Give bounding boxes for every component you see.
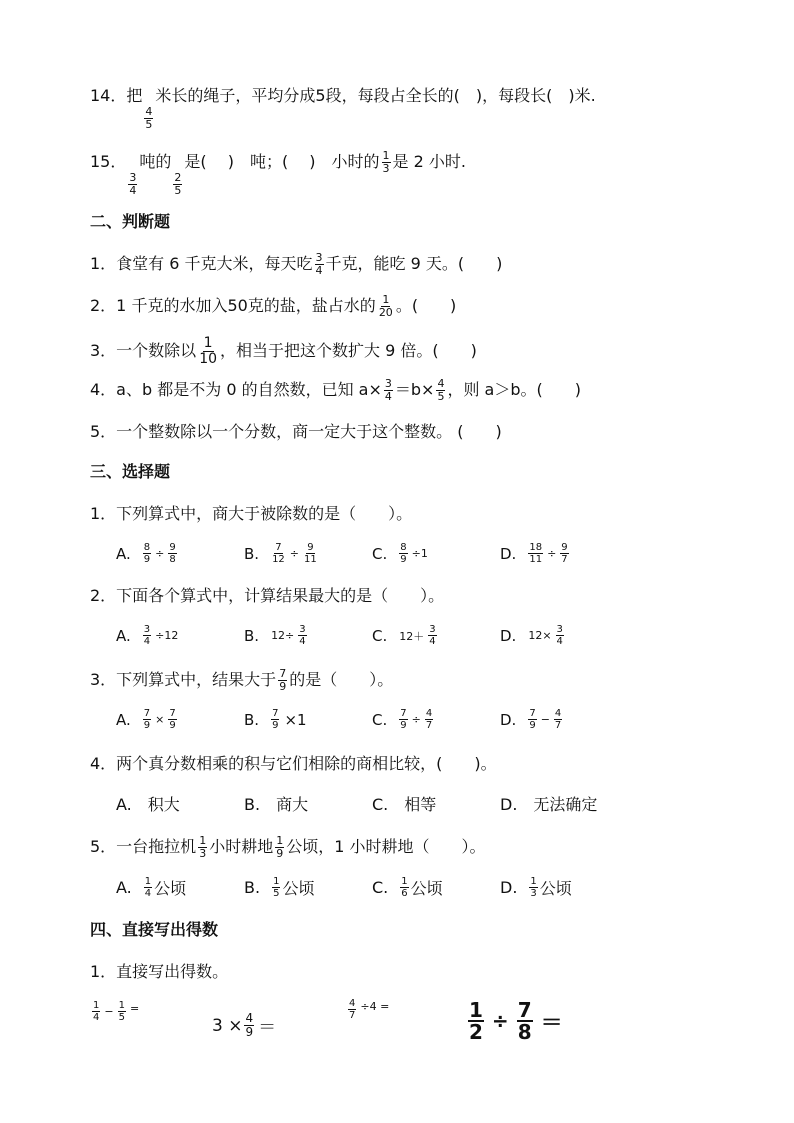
choice-question-2: 2．下面各个算式中，计算结果最大的是（ ）。 xyxy=(90,586,445,605)
fraction: $\frac{1}{3}$ xyxy=(382,149,390,175)
option-b[interactable]: B. 商大 xyxy=(244,795,309,814)
section-title-choice: 三、选择题 xyxy=(90,462,171,481)
option-b[interactable]: B. $\frac{7}{12}$ ÷ $\frac{9}{11}$ xyxy=(244,542,317,565)
judge-question-3: 3．一个数除以 $\frac{1}{10}$ ，相当于把这个数扩大 9 倍。( ) xyxy=(90,335,477,367)
option-c[interactable]: C. $\frac{7}{9}$ ÷ $\frac{4}{7}$ xyxy=(372,708,433,731)
direct-answer-question-1: 1．直接写出得数。 xyxy=(90,962,229,981)
calc-item-1: $\frac{1}{4}$ − $\frac{1}{5}$ = xyxy=(93,1000,140,1023)
option-b[interactable]: B. $\frac{1}{5}$ 公顷 xyxy=(244,876,315,899)
choice-options-4 xyxy=(116,792,676,818)
option-a[interactable]: A. 积大 xyxy=(116,795,180,814)
fraction: $\frac{4}{5}$ xyxy=(437,377,445,403)
option-a[interactable]: A. $\frac{7}{9}$ × $\frac{7}{9}$ xyxy=(116,708,176,731)
fill-question-15: 15． $\frac{3}{4}$ 吨的 $\frac{2}{5}$ 是( ) 吨；( ) 小时的 $\frac{1}{3}$ 是 2 小时. xyxy=(90,149,466,197)
fraction: $\frac{3}{4}$ xyxy=(384,377,392,403)
option-d[interactable]: D. $\frac{18}{11}$ ÷ $\frac{9}{7}$ xyxy=(500,542,568,565)
choice-options-1 xyxy=(116,542,676,568)
fraction: $\frac{1}{3}$ xyxy=(199,834,207,860)
option-d[interactable]: D. 无法确定 xyxy=(500,795,598,814)
fill-question-14: 14．把 $\frac{4}{5}$ 米长的绳子，平均分成5段，每段占全长的( )，每段长( )米. xyxy=(90,86,596,131)
fraction: $\frac{4}{5}$ xyxy=(145,105,153,131)
fraction: $\frac{2}{5}$ xyxy=(174,171,182,197)
option-d[interactable]: D. $\frac{7}{9}$ − $\frac{4}{7}$ xyxy=(500,708,562,731)
judge-question-2: 2．1 千克的水加入50克的盐，盐占水的 $\frac{1}{20}$ 。( ) xyxy=(90,293,457,319)
option-c[interactable]: C. 相等 xyxy=(372,795,437,814)
choice-question-4: 4．两个真分数相乘的积与它们相除的商相比较，( )。 xyxy=(90,754,497,773)
option-d[interactable]: D. 12× $\frac{3}{4}$ xyxy=(500,624,563,647)
fraction: $\frac{3}{4}$ xyxy=(129,171,137,197)
judge-question-4: 4．a、b 都是不为 0 的自然数，已知 a× $\frac{3}{4}$ ＝b× $\frac{4}{5}$ ，则 a＞b。( ) xyxy=(90,377,582,403)
choice-question-1: 1．下列算式中，商大于被除数的是（ ）。 xyxy=(90,504,413,523)
fraction: $\frac{1}{20}$ xyxy=(378,293,393,319)
judge-question-1: 1．食堂有 6 千克大米，每天吃 $\frac{3}{4}$ 千克，能吃 9 天。( ) xyxy=(90,251,503,277)
option-c[interactable]: C. 12＋ $\frac{3}{4}$ xyxy=(372,624,436,647)
fraction: $\frac{1}{10}$ xyxy=(199,335,218,367)
fraction: $\frac{7}{9}$ xyxy=(279,667,287,693)
calc-item-2: 3 × $\frac{4}{9}$ ＝ xyxy=(212,1011,277,1039)
option-b[interactable]: B. 12÷ $\frac{3}{4}$ xyxy=(244,624,306,647)
option-d[interactable]: D. $\frac{1}{3}$ 公顷 xyxy=(500,876,572,899)
section-title-judgement: 二、判断题 xyxy=(90,212,171,231)
option-b[interactable]: B. $\frac{7}{9}$ ×1 xyxy=(244,708,307,731)
calc-item-4: $\frac{1}{2}$ ÷ $\frac{7}{8}$ ＝ xyxy=(469,998,563,1044)
choice-options-5 xyxy=(116,876,676,902)
option-c[interactable]: C. $\frac{1}{6}$ 公顷 xyxy=(372,876,443,899)
option-a[interactable]: A. $\frac{3}{4}$ ÷12 xyxy=(116,624,179,647)
option-a[interactable]: A. $\frac{8}{9}$ ÷ $\frac{9}{8}$ xyxy=(116,542,176,565)
choice-options-3 xyxy=(116,708,676,734)
section-title-direct-answer: 四、直接写出得数 xyxy=(90,920,219,939)
choice-options-2 xyxy=(116,624,676,650)
choice-question-3: 3．下列算式中，结果大于 $\frac{7}{9}$ 的是（ ）。 xyxy=(90,667,394,693)
choice-question-5: 5．一台拖拉机 $\frac{1}{3}$ 小时耕地 $\frac{1}{9}$ 公顷，1 小时耕地（ ）。 xyxy=(90,834,486,860)
option-a[interactable]: A. $\frac{1}{4}$ 公顷 xyxy=(116,876,187,899)
calc-item-3: $\frac{4}{7}$ ÷4 = xyxy=(349,998,390,1021)
option-c[interactable]: C. $\frac{8}{9}$ ÷1 xyxy=(372,542,428,565)
judge-question-5: 5．一个整数除以一个分数，商一定大于这个整数。 ( ) xyxy=(90,422,502,441)
fraction: $\frac{1}{9}$ xyxy=(276,834,284,860)
fraction: $\frac{3}{4}$ xyxy=(315,251,323,277)
